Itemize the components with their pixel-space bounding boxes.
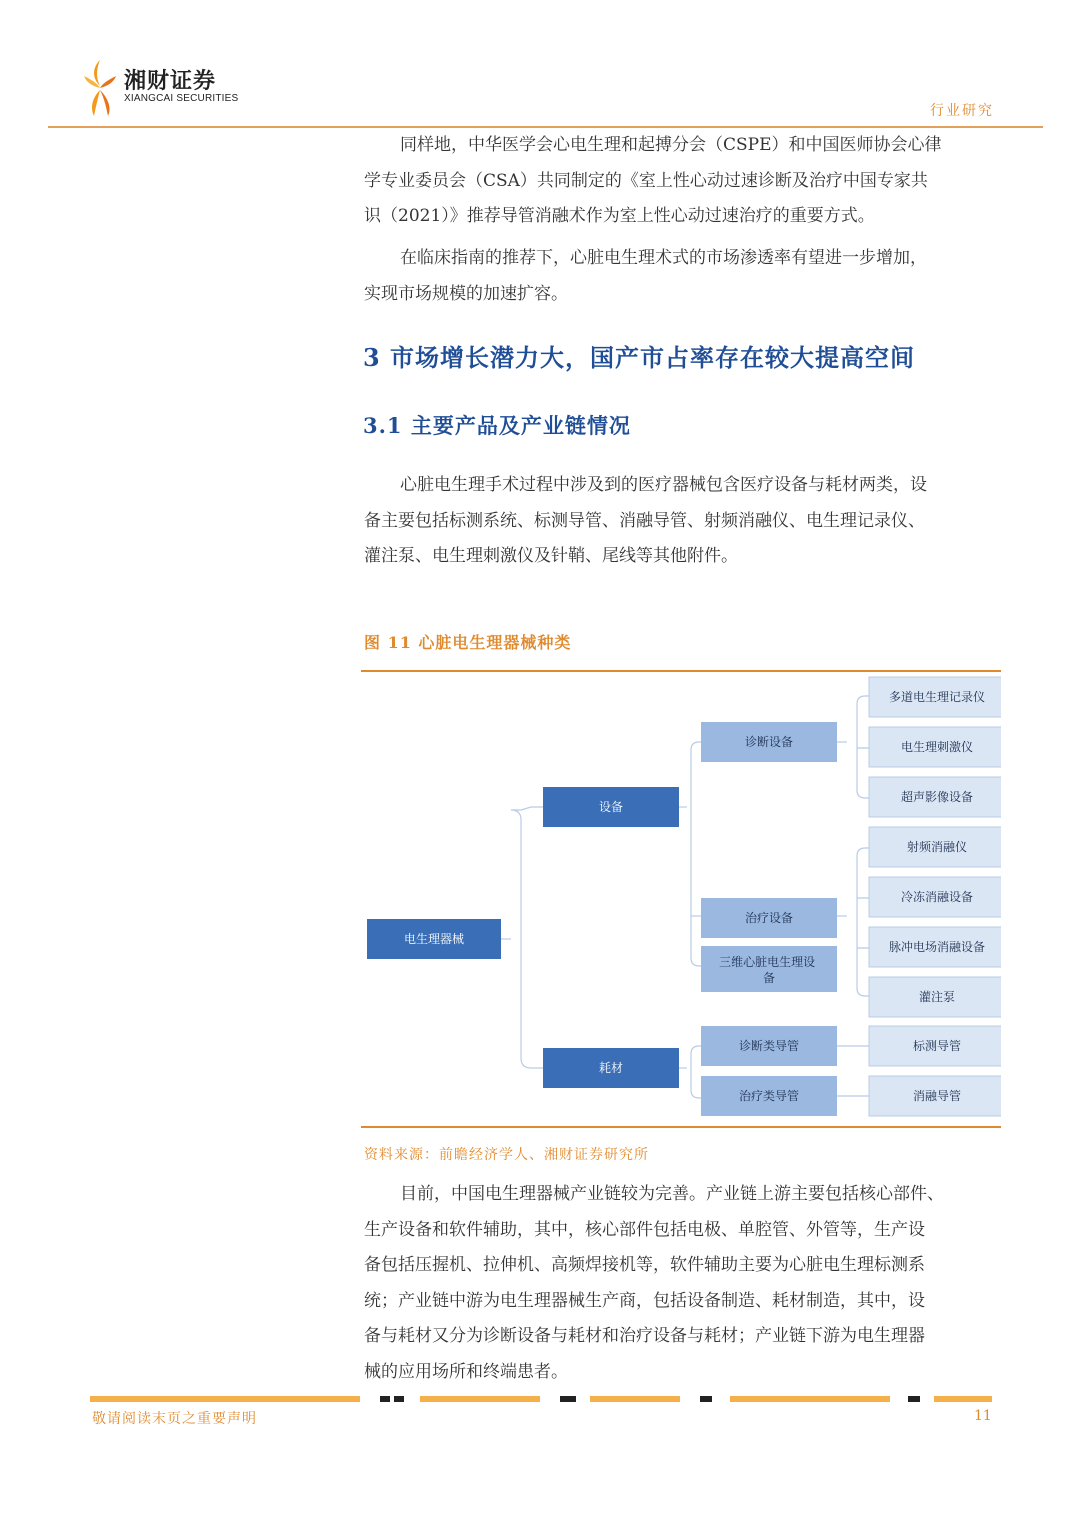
text-line: 备包括压握机、拉伸机、高频焊接机等，软件辅助主要为心脏电生理标测系 bbox=[364, 1255, 925, 1275]
disclaimer-notice: 敬请阅读末页之重要声明 bbox=[92, 1411, 257, 1427]
connector bbox=[511, 810, 543, 1068]
connector bbox=[837, 1046, 869, 1096]
3d-mapping-node bbox=[701, 946, 837, 992]
connector bbox=[857, 696, 869, 798]
connector bbox=[521, 807, 543, 810]
connector bbox=[691, 742, 701, 966]
therapy-item-label: 冷冻消融设备 bbox=[900, 890, 974, 904]
text-line: 统；产业链中游为电生理器械生产商，包括设备制造、耗材制造，其中，设 bbox=[364, 1290, 925, 1311]
figure-caption: 图 11 心脏电生理器械种类 bbox=[364, 633, 572, 652]
text-line: 实现市场规模的加速扩容。 bbox=[364, 283, 568, 304]
diagnostic-item-label: 电生理刺激仪 bbox=[900, 740, 974, 754]
consumable-item-label: 消融导管 bbox=[912, 1089, 962, 1103]
intro-paragraph-2 bbox=[364, 241, 1000, 312]
closing-paragraph bbox=[364, 1177, 1000, 1390]
section-heading: 3 市场增长潜力大，国产市占率存在较大提高空间 bbox=[363, 343, 916, 372]
page-number: 11 bbox=[974, 1408, 992, 1424]
root-node-label: 电生理器械 bbox=[403, 932, 465, 946]
figure-bottom-rule bbox=[361, 1126, 1001, 1128]
therapy-item-label: 灌注泵 bbox=[918, 990, 956, 1004]
text-line: 学专业委员会（CSA）共同制定的《室上性心动过速诊断及治疗中国专家共 bbox=[364, 170, 928, 191]
connector bbox=[691, 1046, 701, 1098]
text-line: 灌注泵、电生理刺激仪及针鞘、尾线等其他附件。 bbox=[364, 546, 738, 566]
text-line: 识（2021）》推荐导管消融术作为室上性心动过速治疗的重要方式。 bbox=[364, 206, 875, 226]
text-line: 械的应用场所和终端患者。 bbox=[364, 1361, 568, 1382]
footer-stripe bbox=[90, 1396, 992, 1402]
therapy-catheter-label: 治疗类导管 bbox=[738, 1089, 800, 1103]
logo-mark-icon bbox=[80, 58, 120, 118]
diagnostic-equipment-label: 诊断设备 bbox=[744, 735, 794, 749]
text-line: 心脏电生理手术过程中涉及到的医疗器械包含医疗设备与耗材两类，设 bbox=[400, 475, 927, 495]
3d-mapping-label-line: 三维心脏电生理设 bbox=[719, 955, 816, 969]
therapy-item-label: 脉冲电场消融设备 bbox=[888, 940, 986, 954]
diagnostic-catheter-label: 诊断类导管 bbox=[738, 1039, 800, 1053]
text-line: 在临床指南的推荐下，心脏电生理术式的市场渗透率有望进一步增加， bbox=[400, 248, 927, 268]
consumable-item-label: 标测导管 bbox=[912, 1039, 962, 1053]
report-type-tag: 行业研究 bbox=[930, 103, 994, 119]
equipment-node-label: 设备 bbox=[598, 800, 624, 814]
text-line: 备与耗材又分为诊断设备与耗材和治疗设备与耗材；产业链下游为电生理器 bbox=[364, 1326, 925, 1346]
device-tree-diagram bbox=[361, 672, 1001, 1126]
text-line: 生产设备和软件辅助，其中，核心部件包括电极、单腔管、外管等，生产设 bbox=[364, 1219, 925, 1240]
logo-english-name: XIANGCAI SECURITIES bbox=[124, 93, 239, 104]
text-line: 同样地，中华医学会心电生理和起搏分会（CSPE）和中国医师协会心律 bbox=[400, 135, 942, 155]
therapy-item-label: 射频消融仪 bbox=[906, 840, 968, 854]
diagnostic-item-label: 超声影像设备 bbox=[900, 790, 974, 804]
consumables-node-label: 耗材 bbox=[598, 1061, 624, 1075]
text-line: 备主要包括标测系统、标测导管、消融导管、射频消融仪、电生理记录仪、 bbox=[364, 510, 925, 531]
3d-mapping-label-line: 备 bbox=[762, 971, 776, 985]
therapy-equipment-label: 治疗设备 bbox=[744, 911, 794, 925]
text-line: 目前，中国电生理器械产业链较为完善。产业链上游主要包括核心部件、 bbox=[400, 1184, 944, 1204]
figure-source: 资料来源：前瞻经济学人、湘财证券研究所 bbox=[364, 1147, 649, 1163]
diagnostic-item-label: 多道电生理记录仪 bbox=[888, 690, 986, 704]
section-paragraph bbox=[364, 468, 1000, 575]
intro-paragraph-1 bbox=[364, 128, 1000, 235]
subsection-heading: 3.1 主要产品及产业链情况 bbox=[363, 413, 631, 438]
logo-chinese-name: 湘财证券 bbox=[124, 69, 217, 94]
connector bbox=[857, 848, 869, 996]
